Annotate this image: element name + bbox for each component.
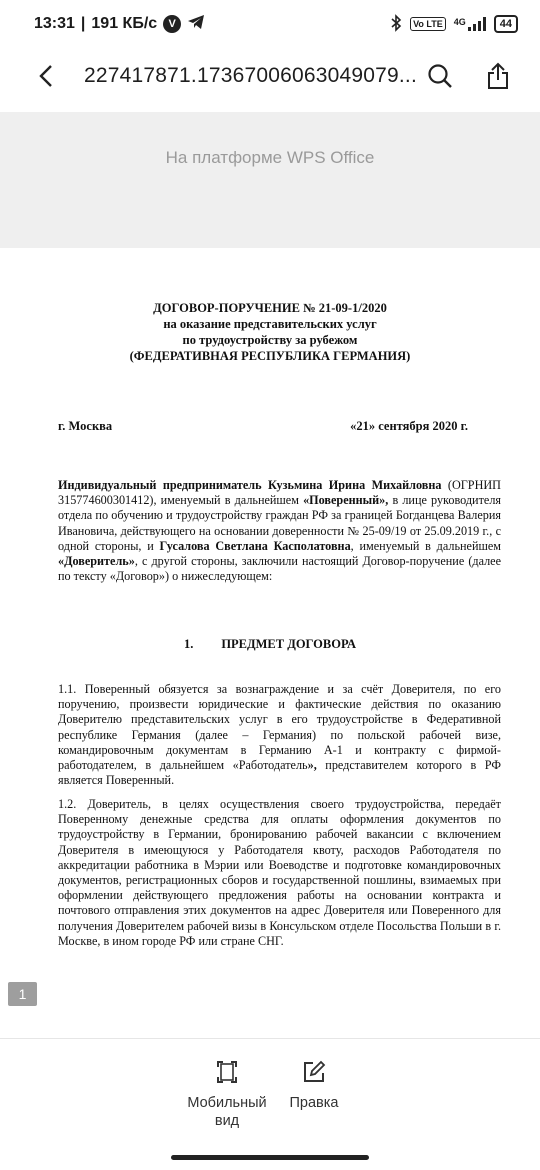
status-separator: | (80, 15, 86, 32)
file-title: 227417871.17367006063049079... (84, 64, 417, 87)
battery-icon: 44 (494, 15, 518, 33)
search-icon (427, 63, 453, 89)
search-button[interactable] (420, 56, 460, 96)
clause-1-1-text-1: 1.1. Поверенный обязуется за вознаграждение и за счёт Доверителя, по его поручению, произвести юридические и фактические действия по оказанию Доверителю представительских услуг в его трудоустройстве в Федеративной республике Германия (далее – Германия) по польской рабочей визе, командировочным документам в Германию А-1 и контракту с фирмой-работодателем, в дальнейшем «Работодатель (58, 682, 501, 773)
intro-text-2: в лице руководителя отдела по обучению и трудоустройству граждан РФ за границей Богданцева Валерия Ивановича, действующего на основании доверенности № 25-09/19 от 25.09.2019 г., с одной стороны, и (58, 493, 502, 553)
back-arrow-icon (38, 64, 54, 88)
intro-text-1: (ОГРНИП 315774600301412), именуемый в дальнейшем (58, 478, 501, 508)
intro-paragraph (58, 478, 501, 584)
section-number: 1. (183, 637, 194, 651)
intro-text-3: , именуемый в дальнейшем (350, 538, 501, 553)
mobile-view-label: Мобильный вид (187, 1095, 267, 1129)
intro-text-4: , с другой стороны, заключили настоящий Договор-поручение (далее по тексту «Договор») о нижеследующем: (58, 554, 501, 584)
page-number-badge: 1 (8, 982, 37, 1006)
share-button[interactable] (478, 56, 518, 96)
title-line-1: ДОГОВОР-ПОРУЧЕНИЕ № 21-09-1/2020 (153, 301, 387, 315)
edit-button[interactable] (280, 1060, 348, 1112)
clause-1-1-bold: », (307, 758, 317, 773)
intro-bold-1: «Поверенный», (303, 493, 389, 508)
title-line-2: на оказание представительских услуг (163, 317, 377, 331)
back-button[interactable] (26, 56, 66, 96)
mobile-view-button[interactable] (180, 1060, 274, 1130)
document-page[interactable] (0, 250, 540, 1010)
volte-icon: Vo LTE (410, 17, 446, 31)
intro-bold-2: Гусалова Светлана Касполатовна (159, 538, 351, 553)
contract-date: «21» сентября 2020 г. (350, 419, 468, 433)
document-title (0, 300, 540, 364)
telegram-icon (187, 14, 205, 35)
status-right (390, 14, 518, 35)
vpn-badge-icon: V (163, 15, 181, 33)
place-date-line (58, 419, 468, 434)
bluetooth-icon (390, 14, 402, 35)
edit-icon (302, 1060, 326, 1084)
edit-label: Правка (289, 1095, 339, 1111)
share-icon (486, 62, 510, 90)
title-line-3: по трудоустройству за рубежом (182, 333, 358, 347)
signal-icon (454, 17, 486, 31)
clause-1-2: 1.2. Доверитель, в целях осуществления своего трудоустройства, передаёт Поверенному денежные средства для оплаты оформления документов по трудоустройству в Германии, бронированию рабочей вакансии с включением Доверителя в имеющуюся у Работодателя квоту, расходов Работодателя по аккредитации работника в Мэрии или Воеводстве и подготовке командировочных документов, регистрационных сборов и государственной пошлины, взимаемых при оформлении действующего предложения работы на основании контракта и почтового отправления этих документов на адрес Доверителя или Поверенного для получения Доверителем рабочей визы в Консульском отделе Посольства Польши в г. Москве, в ином городе РФ или стране СНГ. (58, 797, 501, 948)
city: г. Москва (58, 419, 113, 433)
platform-banner (0, 112, 540, 248)
clause-1-1-text-2: представителем которого в РФ является Поверенный. (58, 758, 501, 788)
status-time: 13:31 (34, 15, 75, 32)
mobile-view-icon (216, 1060, 238, 1084)
bottom-toolbar (0, 1040, 540, 1150)
top-bar (0, 48, 540, 104)
network-speed: 191 КБ/с (91, 15, 158, 32)
platform-banner-text: На платформе WPS Office (165, 148, 375, 167)
clause-1-1 (58, 682, 501, 788)
status-bar (0, 0, 540, 48)
home-indicator[interactable] (171, 1155, 369, 1160)
intro-bold-3: «Доверитель» (58, 554, 135, 569)
title-line-4: (ФЕДЕРАТИВНАЯ РЕСПУБЛИКА ГЕРМАНИЯ) (129, 349, 411, 363)
section-title: ПРЕДМЕТ ДОГОВОРА (221, 637, 357, 651)
network-type: 4G (453, 17, 466, 27)
intro-bold-start: Индивидуальный предприниматель Кузьмина Ирина Михайловна (58, 478, 442, 492)
section-heading (0, 637, 540, 652)
status-left (34, 14, 205, 35)
bottom-divider (0, 1038, 540, 1039)
